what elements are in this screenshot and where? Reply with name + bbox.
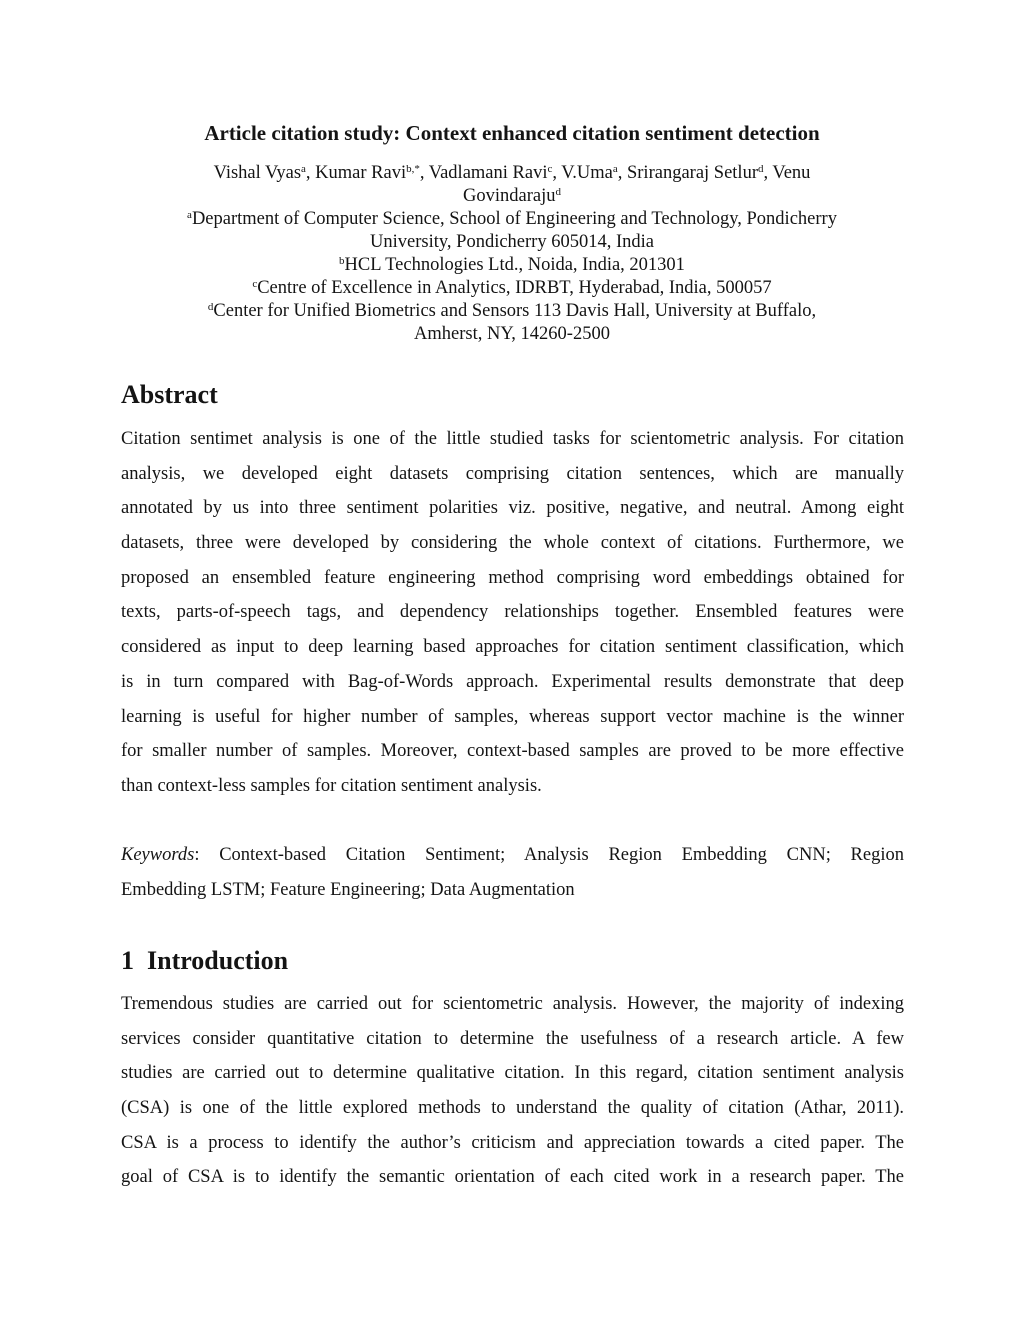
author-name: Govindaraju — [463, 186, 556, 206]
affil-mark: d — [207, 301, 214, 313]
abstract-line: annotated by us into three sentiment polarities viz. positive, negative, and neutral. Among eight — [121, 498, 904, 519]
affil-mark: c — [252, 278, 258, 290]
abstract-line: analysis, we developed eight datasets comprising citation sentences, which are manually — [121, 463, 904, 484]
abstract-body — [121, 422, 904, 804]
affiliation-b — [110, 254, 914, 277]
affil-text: Amherst, NY, 14260-2500 — [414, 324, 610, 344]
author-affil-mark: b,* — [406, 163, 420, 175]
intro-line: Tremendous studies are carried out for scientometric analysis. However, the majority of indexing — [121, 994, 904, 1014]
author-name: Vishal Vyas — [213, 163, 302, 183]
author-separator: , — [419, 163, 429, 183]
keywords-line-2: Embedding LSTM; Feature Engineering; Data Augmentation — [121, 879, 575, 900]
keywords-block — [121, 838, 904, 907]
abstract-line: considered as input to deep learning based approaches for citation sentiment classification, which — [121, 637, 904, 658]
author-affil-mark: a — [612, 163, 618, 175]
authors-line-1 — [110, 162, 914, 185]
intro-line: studies are carried out to determine qualitative citation. In this regard, citation sentiment analysis — [121, 1063, 904, 1084]
affiliation-c — [110, 277, 914, 300]
keywords-label: Keywords — [121, 845, 195, 865]
author-separator: , Venu — [763, 163, 811, 183]
abstract-line: proposed an ensembled feature engineering method comprising word embeddings obtained for — [121, 567, 904, 588]
abstract-line: for smaller number of samples. Moreover, context-based samples are proved to be more effective — [121, 741, 904, 762]
introduction-body — [121, 987, 904, 1195]
affiliation-a-line-2 — [110, 231, 914, 254]
abstract-line: Citation sentimet analysis is one of the little studied tasks for scientometric analysis. For citation — [121, 429, 904, 449]
author-separator: , — [552, 163, 562, 183]
abstract-line: than context-less samples for citation sentiment analysis. — [121, 775, 542, 796]
intro-line: goal of CSA is to identify the semantic orientation of each cited work in a research paper. The — [121, 1167, 904, 1188]
affil-text: HCL Technologies Ltd., Noida, India, 201301 — [344, 255, 685, 275]
author-name: Kumar Ravi — [315, 163, 407, 183]
abstract-line: learning is useful for higher number of samples, whereas support vector machine is the winner — [121, 706, 904, 727]
author-separator: , — [305, 163, 316, 183]
affiliation-a-line-1 — [110, 208, 914, 231]
affiliation-d-line-2 — [110, 323, 914, 346]
author-affil-mark: a — [301, 163, 306, 175]
abstract-line: datasets, three were developed by considering the whole context of citations. Furthermore, we — [121, 533, 904, 554]
affil-text: Department of Computer Science, School of Engineering and Technology, Pondicherry — [191, 209, 837, 229]
intro-line: services consider quantitative citation to determine the usefulness of a research article. A few — [121, 1028, 904, 1049]
keywords-text: : Context-based Citation Sentiment; Analysis Region Embedding CNN; Region — [194, 845, 904, 865]
author-affil-mark: d — [757, 163, 764, 175]
paper-title: Article citation study: Context enhanced citation sentiment detection — [204, 121, 820, 145]
author-name: Srirangaraj Setlur — [626, 163, 758, 183]
affil-text: Centre of Excellence in Analytics, IDRBT, Hyderabad, India, 500057 — [257, 278, 772, 298]
affiliation-d-line-1 — [110, 300, 914, 323]
intro-line: (CSA) is one of the little explored methods to understand the quality of citation (Athar, 2011). — [121, 1098, 904, 1119]
author-name: Vadlamani Ravi — [428, 163, 548, 183]
author-separator: , — [617, 163, 627, 183]
author-affil-mark: c — [547, 163, 553, 175]
abstract-heading: Abstract — [121, 380, 218, 409]
keywords-line-1 — [121, 838, 904, 873]
author-affil-mark: d — [555, 186, 561, 198]
intro-line: CSA is a process to identify the author’s criticism and appreciation towards a cited paper. The — [121, 1132, 904, 1153]
author-name: V.Uma — [561, 163, 613, 183]
abstract-line: is in turn compared with Bag-of-Words approach. Experimental results demonstrate that deep — [121, 671, 904, 692]
affil-mark: b — [339, 255, 345, 267]
introduction-heading: 1 Introduction — [121, 946, 289, 975]
affil-text: Center for Unified Biometrics and Sensors 113 Davis Hall, University at Buffalo, — [213, 301, 817, 321]
affil-text: University, Pondicherry 605014, India — [370, 232, 654, 252]
affil-mark: a — [187, 209, 192, 221]
abstract-line: texts, parts-of-speech tags, and dependency relationships together. Ensembled features were — [121, 602, 904, 623]
authors-line-2 — [110, 185, 914, 208]
